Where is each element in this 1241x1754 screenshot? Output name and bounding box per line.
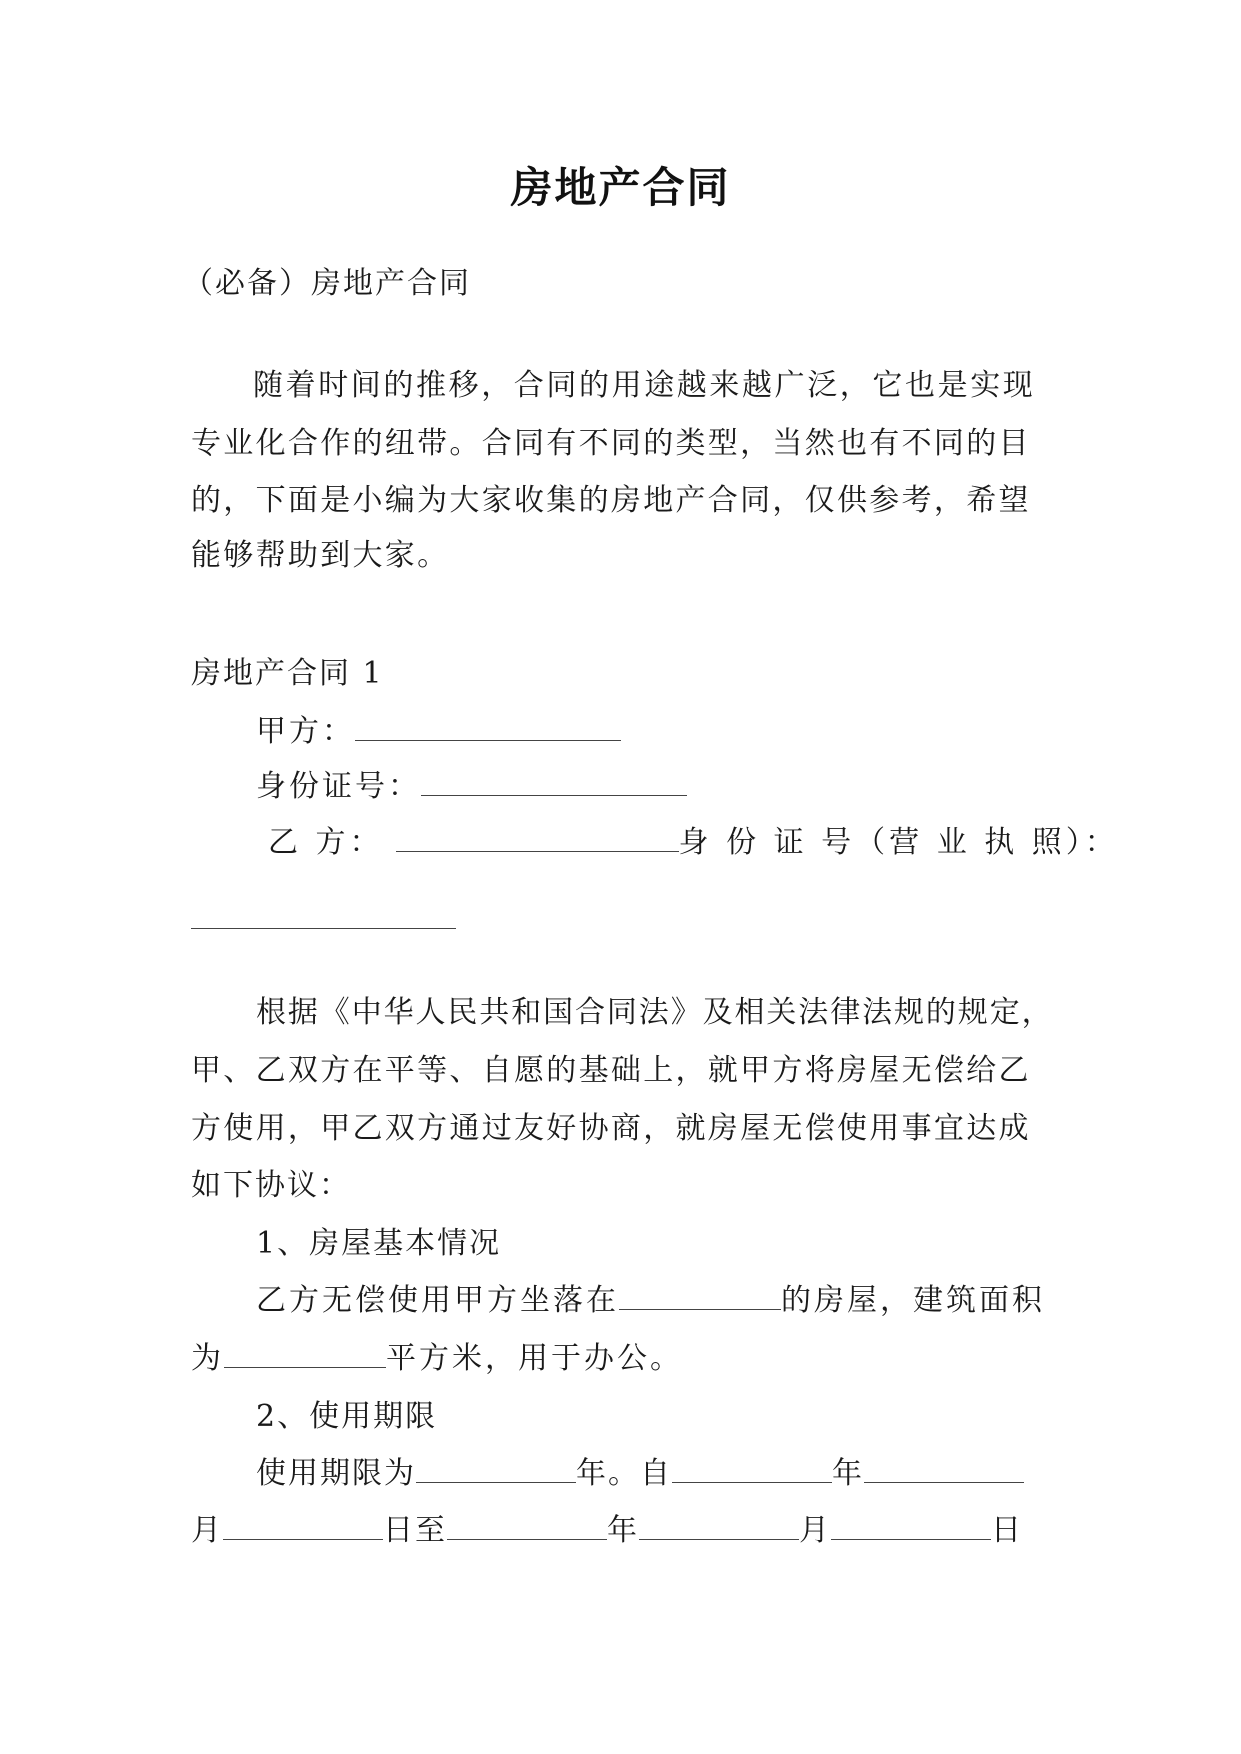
clause2-line-1: [256, 1454, 1024, 1494]
basis-line-2: 甲、乙双方在平等、自愿的基础上，就甲方将房屋无偿给乙: [191, 1053, 1031, 1088]
intro-line-1: 随着时间的推移，合同的用途越来越广泛，它也是实现: [253, 368, 1036, 403]
clause1-line-2: [191, 1339, 683, 1379]
clause2-text-4: 月: [191, 1513, 223, 1548]
basis-line-4: 如下协议：: [191, 1168, 351, 1203]
party-a-blank: [355, 712, 621, 741]
intro-line-3: 的，下面是小编为大家收集的房地产合同，仅供参考，希望: [191, 483, 1031, 518]
clause1-heading: 1、房屋基本情况: [256, 1226, 502, 1261]
party-b-line: [268, 823, 1119, 863]
end-day-blank: [831, 1511, 991, 1540]
basis-line-3: 方使用，甲乙双方通过友好协商，就房屋无偿使用事宜达成: [191, 1111, 1031, 1146]
start-year-blank: [672, 1454, 832, 1483]
party-b-blank: [396, 823, 679, 852]
party-b-id-line: [191, 928, 456, 929]
party-b-label: 乙 方：: [268, 825, 384, 860]
location-blank: [619, 1281, 781, 1310]
clause2-text-1: 使用期限为: [256, 1456, 416, 1491]
id-number-label: 身份证号：: [256, 769, 421, 804]
clause1-text-1: 乙方无偿使用甲方坐落在: [256, 1283, 619, 1318]
clause2-text-5: 日至: [383, 1513, 447, 1548]
document-subtitle: （必备）房地产合同: [183, 266, 471, 301]
basis-line-1: 根据《中华人民共和国合同法》及相关法律法规的规定，: [256, 995, 1054, 1030]
clause2-text-2: 年。自: [576, 1456, 672, 1491]
clause2-heading: 2、使用期限: [256, 1399, 438, 1434]
clause2-text-8: 日: [991, 1513, 1023, 1548]
end-month-blank: [639, 1511, 799, 1540]
clause2-text-7: 月: [799, 1513, 831, 1548]
clause2-text-3: 年: [832, 1456, 864, 1491]
section-heading: 房地产合同 1: [191, 656, 384, 691]
term-years-blank: [416, 1454, 576, 1483]
clause2-text-6: 年: [607, 1513, 639, 1548]
id-number-blank: [421, 767, 687, 796]
document-title: 房地产合同: [510, 163, 731, 212]
clause2-line-2: [191, 1511, 1023, 1551]
clause1-text-4: 平方米，用于办公。: [386, 1341, 683, 1376]
id-number-line: [256, 767, 687, 807]
clause1-text-2: 的房屋，建筑面积: [781, 1283, 1045, 1318]
end-year-blank: [447, 1511, 607, 1540]
intro-line-2: 专业化合作的纽带。合同有不同的类型，当然也有不同的目: [191, 426, 1031, 461]
party-a-line: [256, 712, 621, 752]
party-b-id-blank: [191, 928, 456, 929]
party-b-id-label: 身 份 证 号（营 业 执 照）：: [678, 825, 1119, 860]
area-blank: [224, 1339, 386, 1368]
start-day-blank: [223, 1511, 383, 1540]
clause1-line-1: [256, 1281, 1045, 1321]
start-month-blank: [864, 1454, 1024, 1483]
intro-line-4: 能够帮助到大家。: [191, 538, 450, 573]
clause1-text-3: 为: [191, 1341, 224, 1376]
party-a-label: 甲方：: [256, 714, 355, 749]
